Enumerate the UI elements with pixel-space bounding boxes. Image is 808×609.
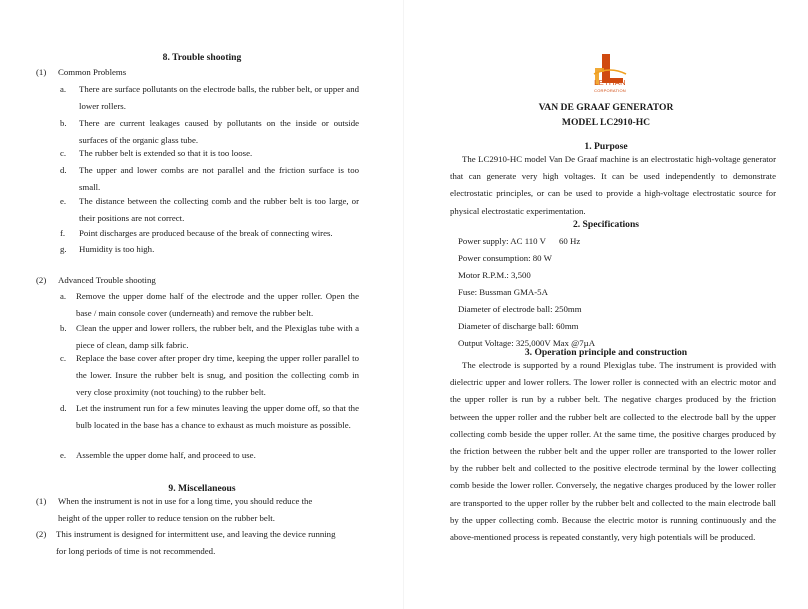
purpose-text: The LC2910-HC model Van De Graaf machine is an electrostatic high-voltage generator that can generate very high voltages. It can be used independently to demonstrate electrostatic principles, or can be used to provide a high-voltage electrostatic source for physical electrostatic experimentation. [450,154,776,216]
advanced-item: Let the instrument run for a few minutes leaving the upper dome off, so that the bulb located in the base has a chance to exhaust as much moisture as possible. [76,403,359,430]
common-item: Humidity is too high. [79,244,155,254]
spec-line: Power supply: AC 110 V 60 Hz [458,236,581,246]
common-problems-title: Common Problems [58,67,127,77]
common-item-marker: g. [60,244,67,254]
misc-item-marker: (2) [36,529,47,539]
advanced-item-marker: b. [60,323,67,333]
common-item-marker: b. [60,118,67,128]
purpose-heading: 1. Purpose [584,141,628,152]
common-item-marker: f. [60,228,66,238]
common-item-marker: e. [60,196,67,206]
operation-heading: 3. Operation principle and construction [524,347,688,358]
advanced-number: (2) [36,275,47,285]
common-problems-number: (1) [36,67,47,77]
spec-line: Power consumption: 80 W [458,253,552,263]
miscellaneous-heading: 9. Miscellaneous [168,483,236,494]
specifications-heading: 2. Specifications [572,219,640,230]
common-item-marker: a. [60,84,67,94]
advanced-item-marker: a. [60,291,67,301]
advanced-item: Remove the upper dome half of the electrode and the upper roller. Open the base / main console cover (underneath) and remove the rubber belt. [76,291,359,318]
spec-line: Motor R.P.M.: 3,500 [458,270,531,280]
advanced-item-marker: c. [60,353,67,363]
common-item: The upper and lower combs are not parallel and the friction surface is too small. [79,165,359,192]
advanced-item-marker: e. [60,450,67,460]
misc-item-line: This instrument is designed for intermittent use, and leaving the device running [56,529,336,539]
misc-item-line: When the instrument is not in use for a long time, you should reduce the [58,496,313,506]
document-title: VAN DE GRAAF GENERATOR [538,102,674,113]
common-item: There are current leakages caused by pollutants on the inside or outside surfaces of the organic glass tube. [79,118,359,145]
spec-line: Fuse: Bussman GMA-5A [458,287,548,297]
spec-line: Diameter of electrode ball: 250mm [458,304,582,314]
common-item-marker: c. [60,148,67,158]
model-title: MODEL LC2910-HC [561,117,651,128]
advanced-item: Clean the upper and lower rollers, the rubber belt, and the Plexiglas tube with a piece of clean, damp silk fabric. [76,323,359,350]
advanced-item: Replace the base cover after proper dry time, keeping the upper roller parallel to the lower. Insure the rubber belt is snug, and position the collecting comb in very close proximity (not touching) to the rubber belt. [76,353,359,397]
common-item: The rubber belt is extended so that it is too loose. [79,148,253,158]
common-item: The distance between the collecting comb and the rubber belt is too large, or their positions are not correct. [79,196,359,223]
common-item: There are surface pollutants on the electrode balls, the rubber belt, or upper and lower rollers. [79,84,359,111]
spec-line: Output Voltage: 325,000V Max @7µA [458,338,596,348]
advanced-item: Assemble the upper dome half, and proceed to use. [76,450,256,460]
logo-sub: CORPORATION [594,88,626,93]
advanced-title: Advanced Trouble shooting [58,275,156,285]
advanced-item-marker: d. [60,403,67,413]
common-item-marker: d. [60,165,67,175]
misc-item-line: for long periods of time is not recommended. [56,546,216,556]
operation-text: The electrode is supported by a round Plexiglas tube. The instrument is provided with dielectric upper and lower rollers. The lower roller is connected with an electric motor and the upper roller is run by a rubber belt. The negative charges produced by the friction between the upper roller and the rubber belt are collected to the electrode ball by the upper collecting comb beside the upper roller. At the same time, the positive charges produced by the friction between the rubber belt and the upper roller are transported to the lower roller by the rubber belt and collected to the positive electrode terminal by the lower collecting comb beside the lower roller. Conversely, the negative charges produced by the lower roller are transported to the upper roller by the rubber belt and collected to the main electrode ball by the upper collecting comb. Because the electric motor is running continuously and the above-mentioned process is repeated constantly, very high potentials will be produced. [450,360,776,543]
common-item: Point discharges are produced because of the break of connecting wires. [79,228,333,238]
misc-item-marker: (1) [36,496,47,506]
right-page [404,0,808,609]
logo-name: LETHAN [594,78,626,87]
spec-line: Diameter of discharge ball: 60mm [458,321,579,331]
trouble-shooting-heading: 8. Trouble shooting [162,52,242,63]
misc-item-line: height of the upper roller to reduce tension on the rubber belt. [58,513,275,523]
